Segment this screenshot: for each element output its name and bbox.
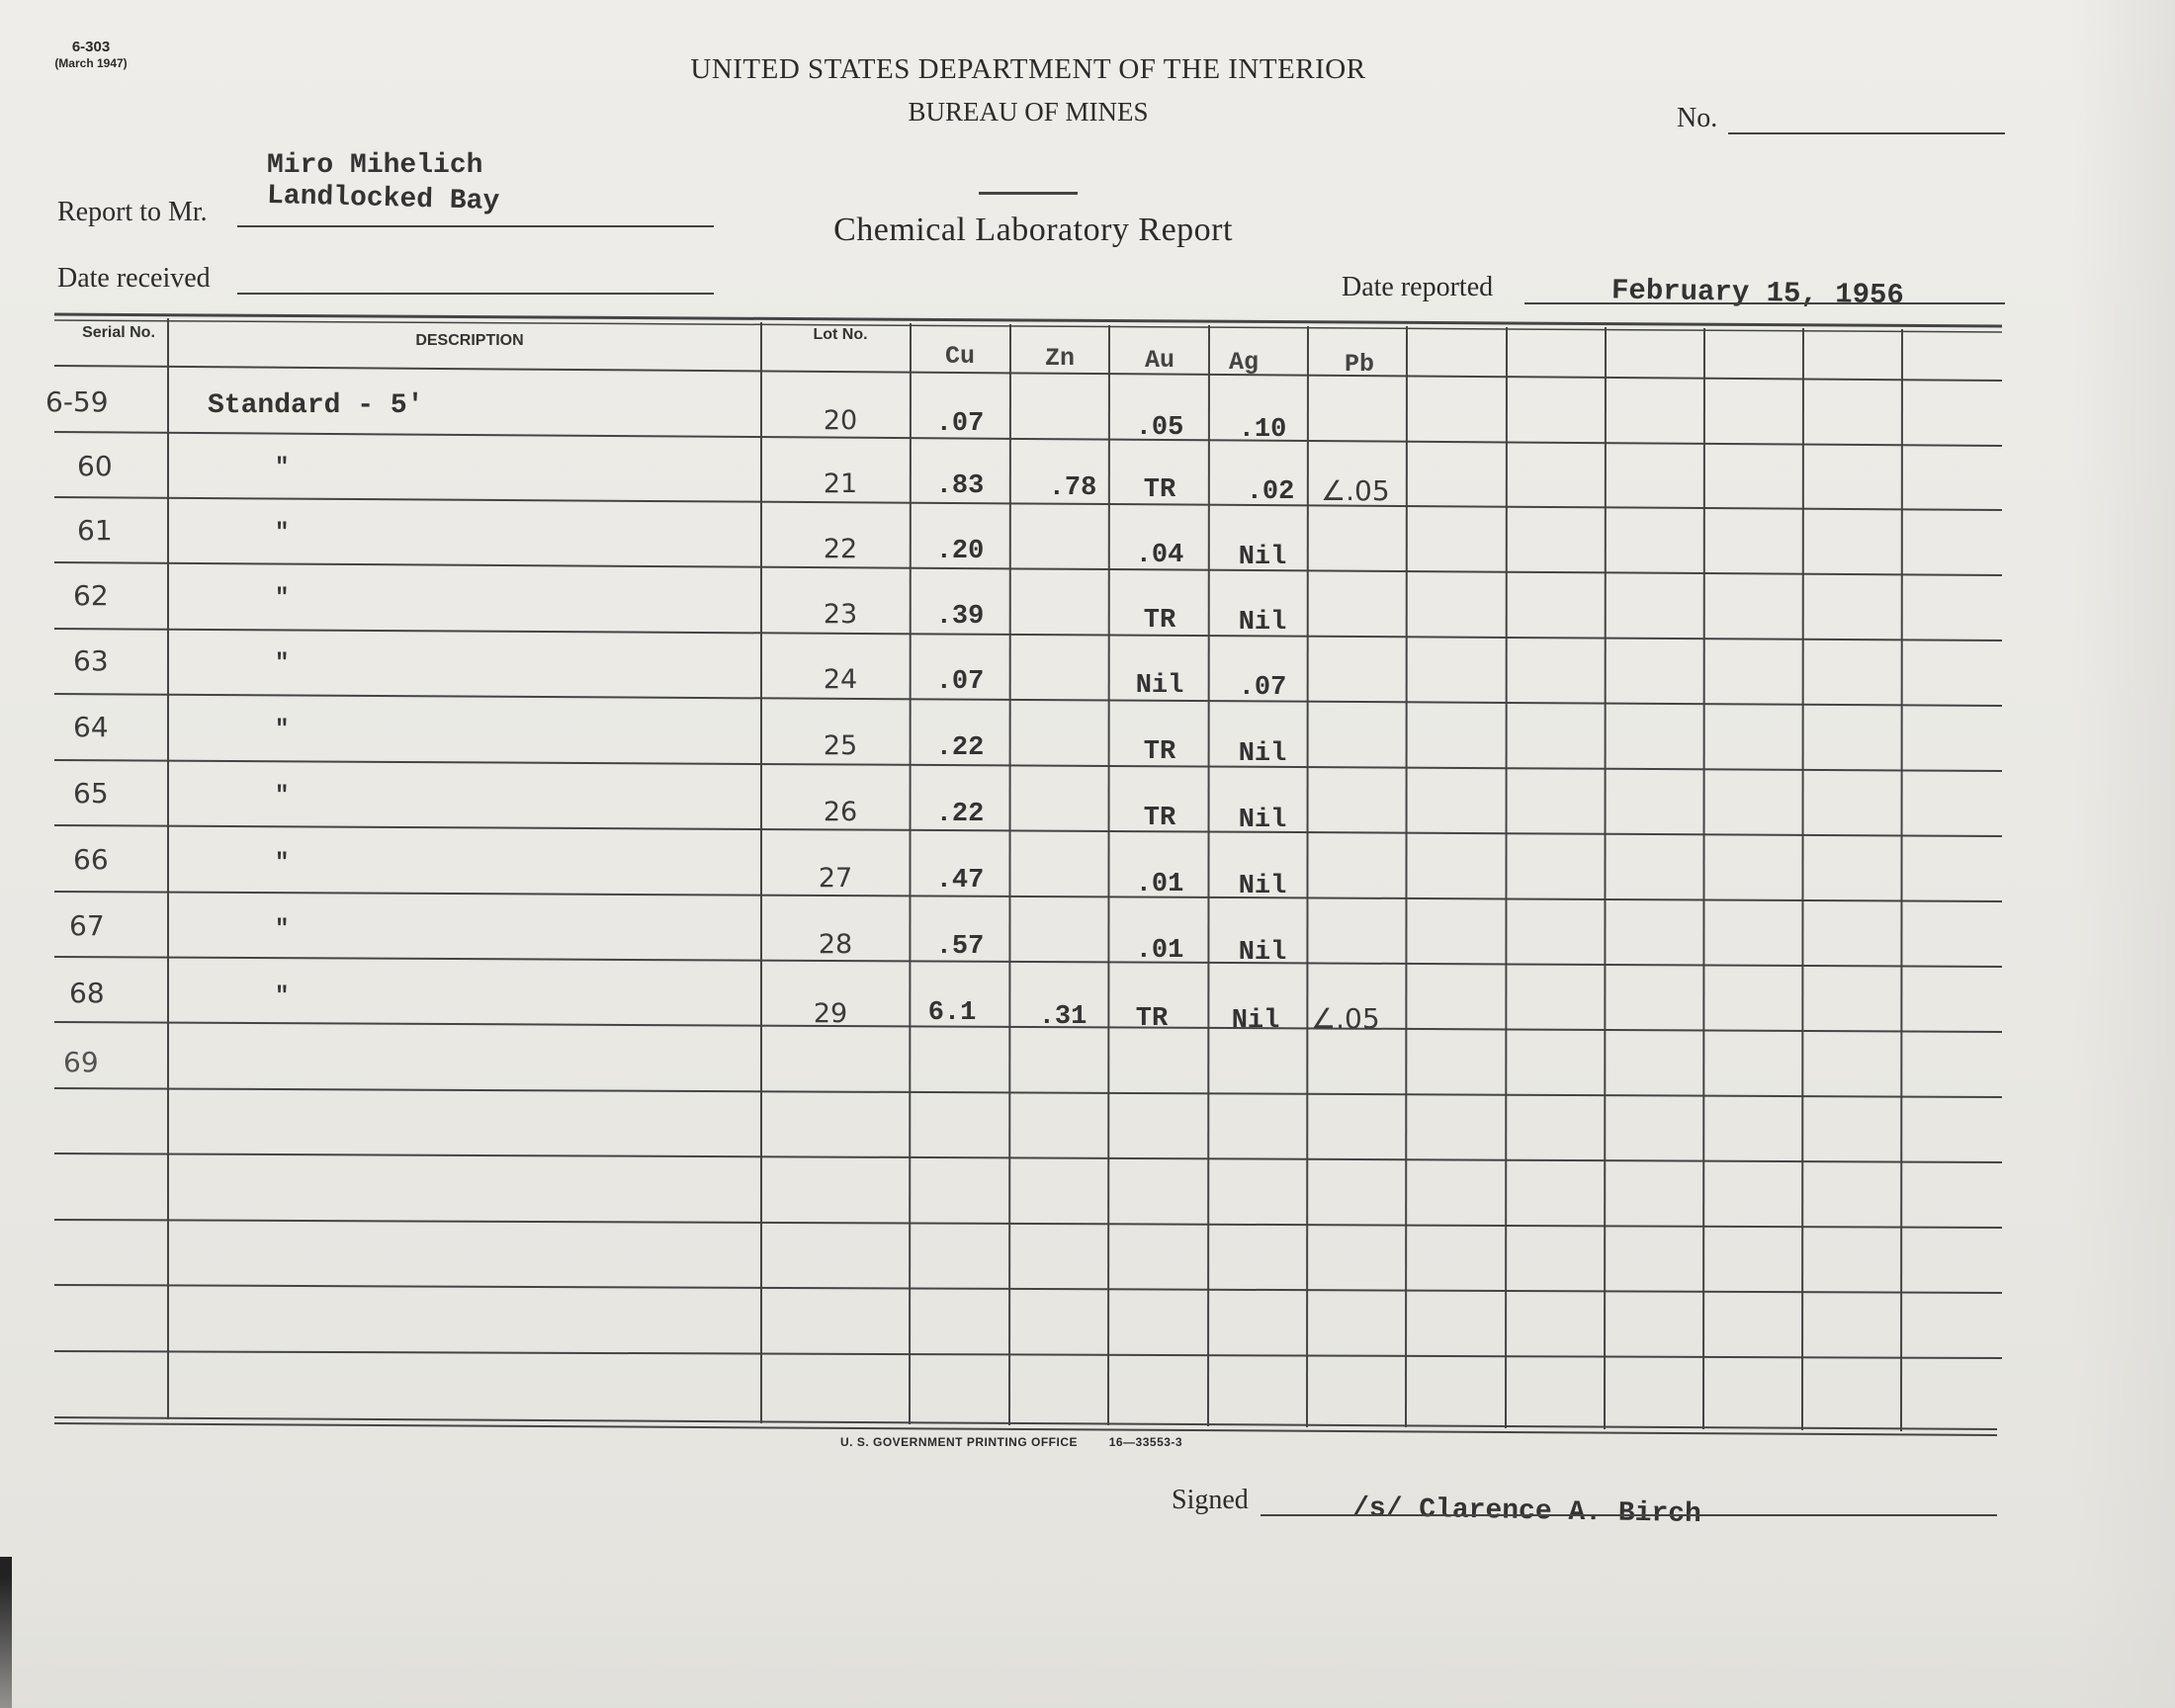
au-cell: .04 — [1135, 541, 1184, 570]
report-title: Chemical Laboratory Report — [833, 212, 1233, 248]
lot-cell: 24 — [823, 664, 858, 695]
lot-cell: 26 — [823, 797, 858, 827]
au-cell: TR — [1143, 475, 1176, 505]
department-heading: UNITED STATES DEPARTMENT OF THE INTERIOR — [690, 53, 1366, 85]
paper-right-edge — [2071, 0, 2175, 1708]
description-cell: " — [275, 717, 290, 743]
date-reported-value: February 15, 1956 — [1610, 274, 1905, 312]
cu-cell: .83 — [935, 471, 985, 501]
zn-cell: .78 — [1048, 473, 1097, 503]
ag-cell: Nil — [1238, 872, 1287, 901]
description-cell: " — [275, 585, 290, 612]
zn-header: Zn — [1044, 344, 1075, 373]
report-to-place: Landlocked Bay — [266, 180, 500, 218]
lot-cell: 21 — [823, 469, 858, 499]
au-cell: TR — [1143, 737, 1176, 767]
lot-cell: 20 — [823, 405, 858, 436]
ag-cell: Nil — [1238, 739, 1287, 769]
cu-cell: .22 — [935, 733, 985, 763]
zn-cell: .31 — [1038, 1002, 1088, 1032]
cu-cell: 6.1 — [927, 998, 977, 1028]
au-cell: TR — [1143, 606, 1176, 636]
lot-cell: 28 — [818, 929, 853, 960]
pb-header: Pb — [1344, 350, 1374, 379]
report-to-label: Report to Mr. — [57, 197, 208, 227]
description-cell: " — [275, 983, 290, 1010]
serial-cell: 67 — [69, 909, 105, 942]
description-cell: " — [275, 916, 290, 943]
lot-cell: 25 — [823, 730, 858, 761]
au-cell: Nil — [1135, 671, 1184, 701]
cu-cell: .57 — [935, 932, 985, 962]
signed-line — [1261, 1514, 1997, 1516]
lot-cell: 23 — [823, 599, 858, 630]
paper-shadow — [0, 1577, 2175, 1708]
description-cell: " — [275, 850, 290, 877]
pb-cell: ∠.05 — [1321, 474, 1390, 507]
ag-cell: .07 — [1238, 673, 1287, 703]
ag-cell: Nil — [1238, 608, 1287, 638]
lot-cell: 22 — [823, 534, 858, 564]
cu-cell: .39 — [935, 602, 985, 632]
au-cell: .01 — [1135, 936, 1184, 966]
cu-cell: .20 — [935, 537, 985, 566]
print-code: 16—33553-3 — [1108, 1435, 1183, 1449]
description-cell: " — [275, 783, 290, 810]
serial-cell: 68 — [69, 977, 105, 1009]
description-cell: Standard - 5' — [208, 390, 424, 421]
ag-cell: Nil — [1238, 938, 1287, 968]
ag-cell: Nil — [1238, 543, 1287, 572]
serial-cell: 60 — [77, 450, 113, 482]
description-cell: " — [275, 455, 290, 481]
cu-cell: .07 — [935, 409, 985, 439]
serial-cell: 6-59 — [45, 385, 109, 418]
ag-cell: .10 — [1238, 415, 1287, 445]
description-cell: " — [275, 650, 290, 677]
description-header: DESCRIPTION — [415, 332, 524, 349]
form-edition: (March 1947) — [54, 56, 128, 70]
signed-label: Signed — [1172, 1485, 1249, 1515]
form-number: 6-303 — [71, 39, 111, 55]
cu-cell: .07 — [935, 667, 985, 697]
au-cell: TR — [1135, 1004, 1169, 1034]
au-header: Au — [1144, 346, 1174, 375]
signature-value: /s/ Clarence A. Birch — [1351, 1493, 1702, 1531]
printing-office — [840, 1435, 1182, 1449]
lot-cell: 27 — [818, 863, 853, 894]
serial-cell: 64 — [73, 711, 109, 743]
bureau-heading: BUREAU OF MINES — [908, 97, 1149, 127]
serial-cell: 62 — [73, 579, 109, 612]
no-label: No. — [1677, 103, 1718, 133]
serial-header: Serial No. — [82, 324, 155, 341]
au-cell: .01 — [1135, 870, 1184, 899]
serial-cell: 63 — [73, 644, 109, 677]
ag-cell: .02 — [1246, 477, 1295, 507]
description-cell: " — [275, 520, 290, 547]
ag-cell: Nil — [1238, 806, 1287, 835]
lot-cell: 29 — [813, 998, 848, 1029]
ag-cell: Nil — [1231, 1006, 1280, 1036]
cu-cell: .22 — [935, 800, 985, 829]
ag-header: Ag — [1228, 348, 1259, 377]
au-cell: .05 — [1135, 413, 1184, 443]
pb-cell: ∠.05 — [1311, 1002, 1380, 1035]
serial-cell: 66 — [73, 843, 109, 876]
serial-cell: 69 — [63, 1046, 99, 1078]
printing-office-label: U. S. GOVERNMENT PRINTING OFFICE — [840, 1435, 1079, 1449]
report-to-name: Miro Mihelich — [267, 150, 483, 181]
serial-cell: 65 — [73, 777, 109, 810]
cu-header: Cu — [944, 342, 975, 371]
date-received-label: Date received — [57, 263, 211, 294]
cu-cell: .47 — [935, 866, 985, 896]
date-reported-label: Date reported — [1342, 272, 1494, 302]
au-cell: TR — [1143, 804, 1176, 833]
lot-header: Lot No. — [813, 326, 868, 343]
serial-cell: 61 — [77, 514, 113, 547]
